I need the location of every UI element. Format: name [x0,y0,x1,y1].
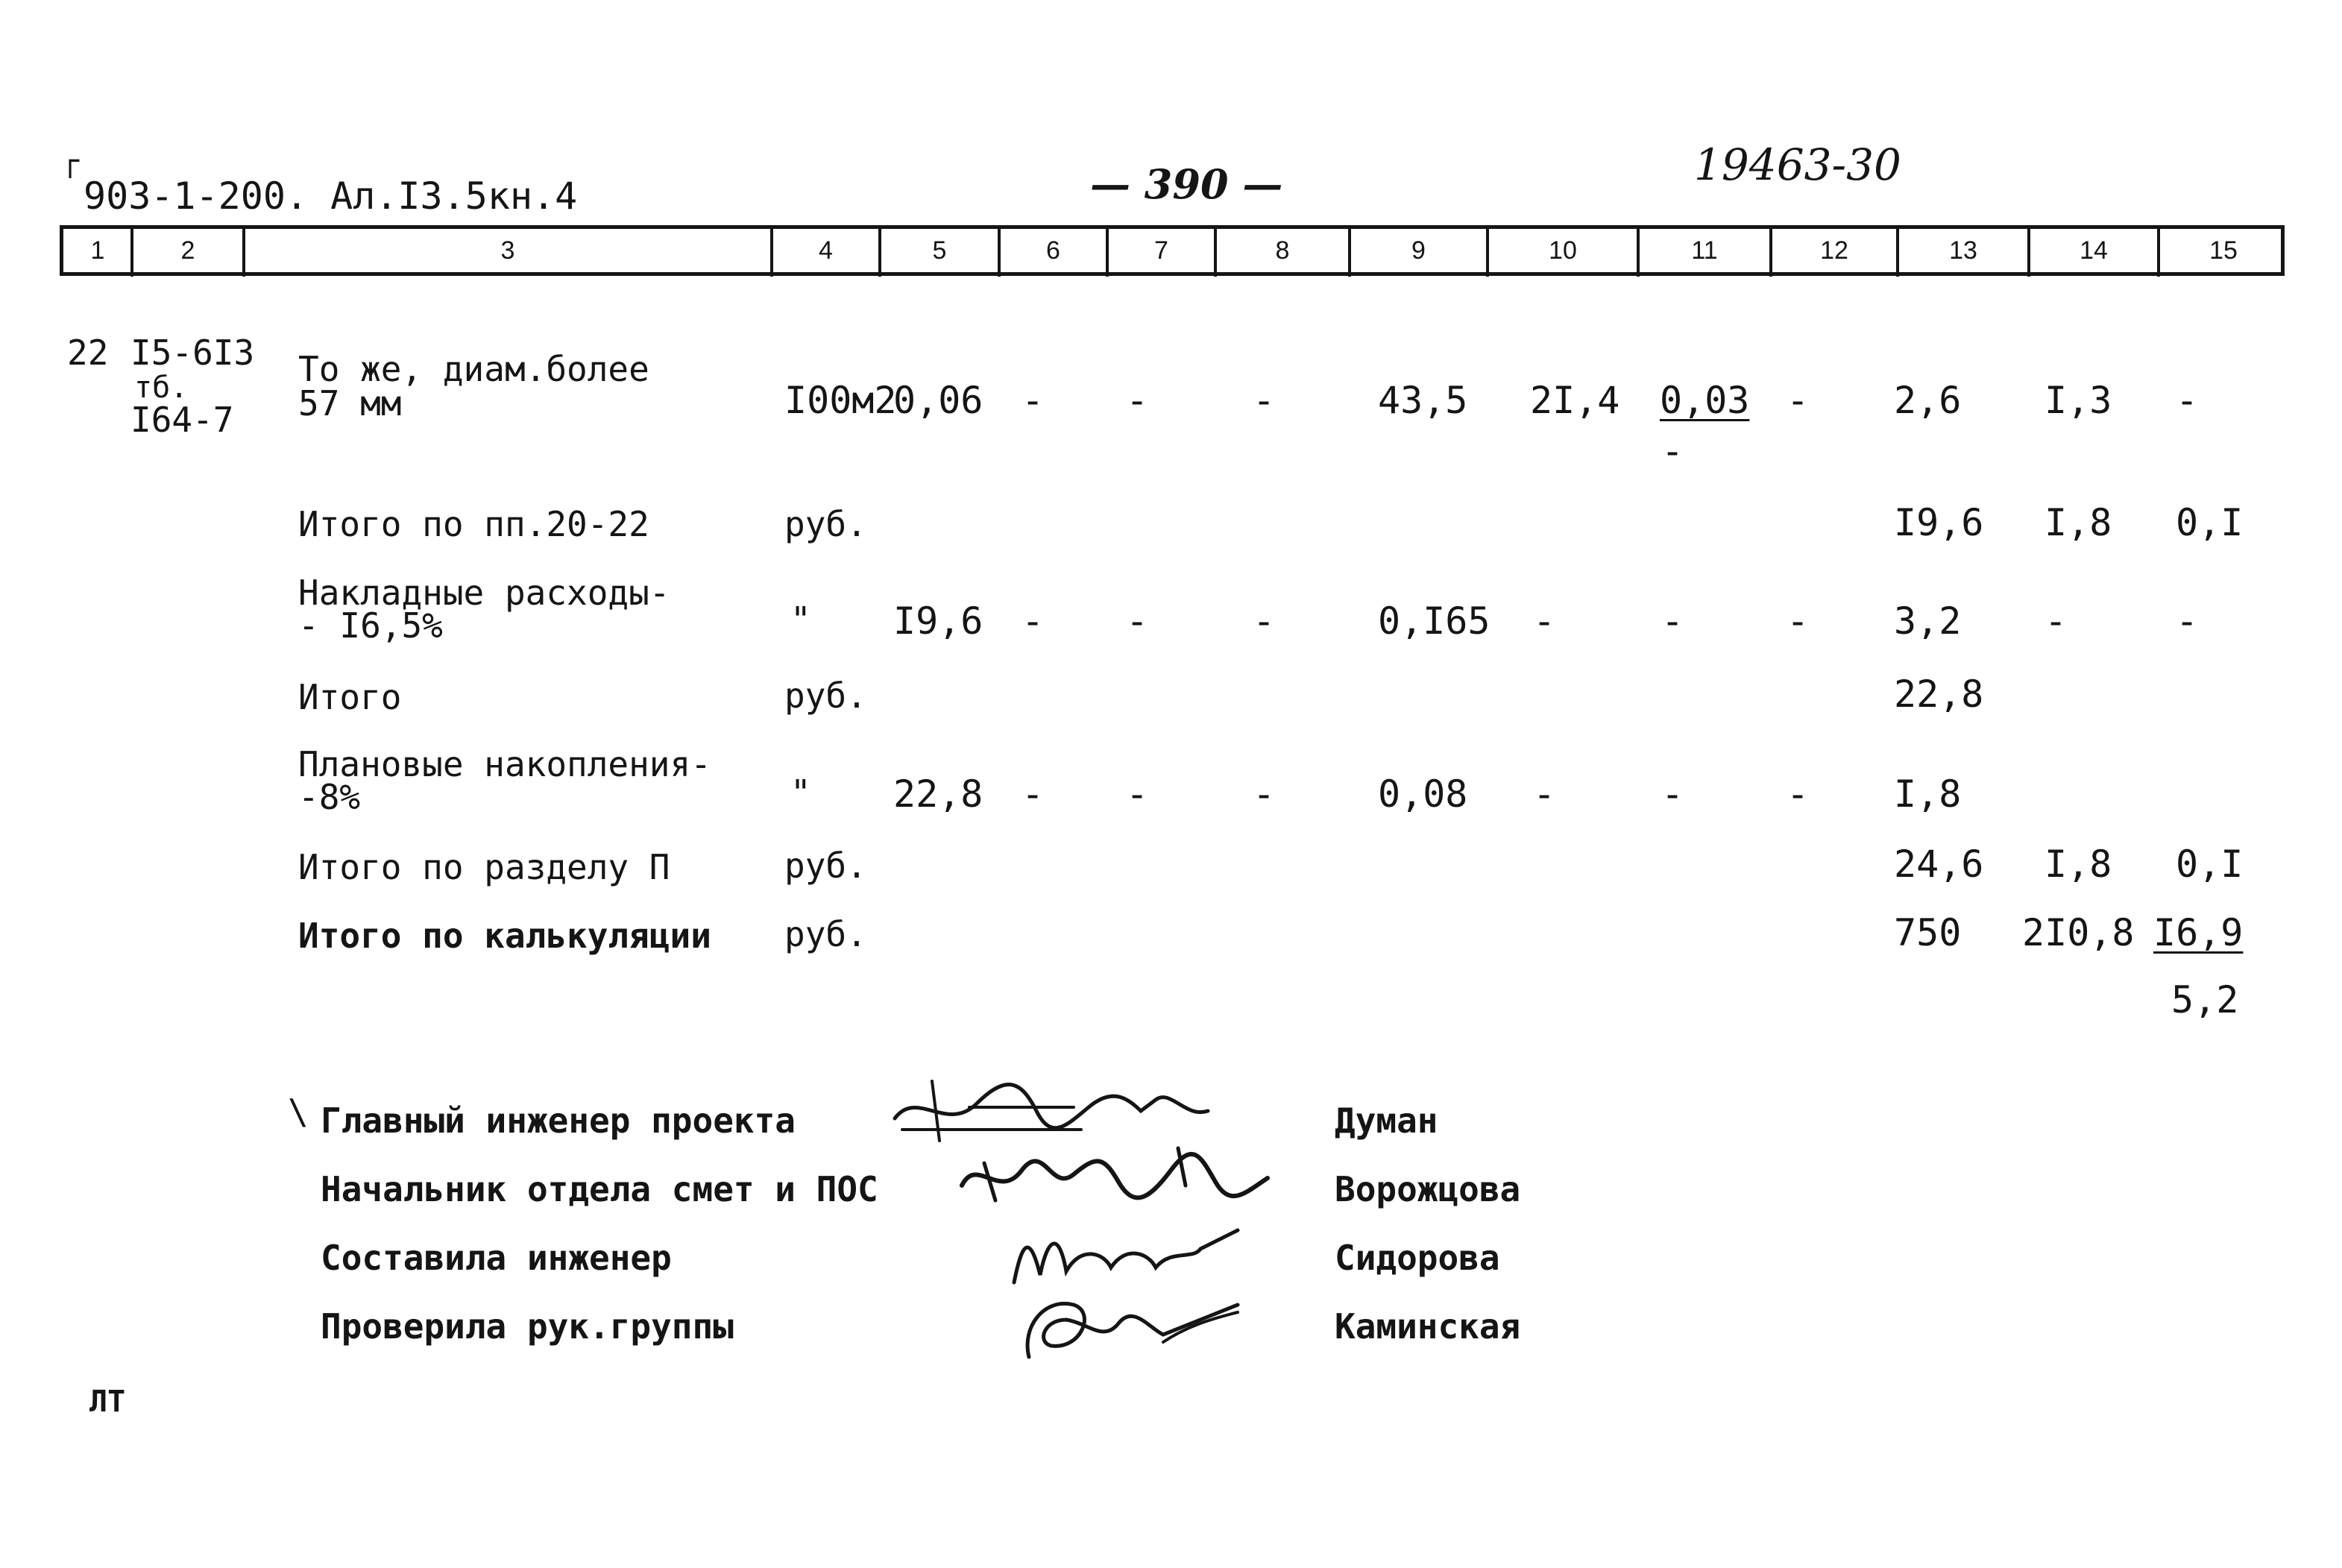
col10: 2I,4 [1530,379,1620,422]
overhead-unit: " [790,599,811,640]
col7: - [1126,379,1149,422]
col9: 43,5 [1378,379,1468,422]
overhead-col6: - [1022,599,1045,643]
overhead-col10: - [1533,599,1556,643]
signature-scribble-4 [1014,1282,1253,1364]
overhead-col13: 3,2 [1894,599,1962,643]
norm-code-table: тб. [134,371,189,405]
column-header-1: 1 [90,236,105,265]
column-header-6: 6 [1046,236,1060,265]
signature-scribble-2 [954,1141,1282,1215]
column-separator [1769,226,1772,277]
overhead-col15: - [2176,599,2199,643]
unit: I00м2 [784,379,897,422]
col11-below: - [1661,429,1684,473]
column-separator [878,226,881,277]
column-header-10: 10 [1549,236,1577,265]
section-total-col15: 0,I [2176,843,2244,886]
column-header-11: 11 [1691,236,1718,265]
column-separator [2157,226,2160,277]
signature-name: Сидорова [1335,1238,1500,1278]
column-separator [770,226,773,277]
norm-code: I5-6I3 [130,333,255,373]
overhead-col12: - [1787,599,1810,643]
signature-role: Начальник отдела смет и ПОС [321,1169,878,1209]
section-total-label: Итого по разделу П [298,847,670,887]
total-unit: руб. [784,676,867,716]
column-header-4: 4 [819,236,833,265]
column-header-14: 14 [2080,236,2108,265]
planned-col8: - [1253,772,1276,816]
col13: 2,6 [1894,379,1962,422]
signature-role: Главный инженер проекта [321,1101,796,1141]
col15: - [2176,379,2199,422]
column-header-15: 15 [2209,236,2238,265]
grand-total-col15: I6,9 [2153,911,2244,954]
grand-total-col13: 750 [1894,911,1962,954]
section-total-col14: I,8 [2044,843,2112,886]
column-separator [1486,226,1489,277]
planned-col9: 0,08 [1378,772,1468,816]
planned-col7: - [1126,772,1149,816]
column-header-7: 7 [1154,236,1168,265]
column-header-13: 13 [1949,236,1977,265]
signature-role: Проверила рук.группы [321,1306,734,1347]
signature-tick: \ [288,1092,309,1132]
grand-total-label: Итого по калькуляции [298,916,711,956]
col14: I,3 [2044,379,2112,422]
total-col13: 22,8 [1894,673,1984,716]
col6: - [1022,379,1045,422]
overhead-label-line1: Накладные расходы- [298,573,670,613]
overhead-label-line2: - I6,5% [298,605,443,646]
column-header-8: 8 [1275,236,1290,265]
subtotal-col15: 0,I [2176,501,2244,544]
column-header-2: 2 [180,236,195,265]
archive-number: 19463-30 [1694,139,1901,190]
planned-col10: - [1533,772,1556,816]
column-header-3: 3 [500,236,515,265]
overhead-col9: 0,I65 [1378,599,1490,643]
norm-code-ref: I64-7 [130,400,234,440]
planned-col5: 22,8 [893,772,983,816]
overhead-col5: I9,6 [893,599,983,643]
column-separator [998,226,1001,277]
overhead-col8: - [1253,599,1276,643]
subtotal-label: Итого по пп.20-22 [298,504,649,544]
footer-mark: ЛТ [89,1385,126,1419]
document-code: 903-1-200. Ал.I3.5кн.4 [84,174,578,218]
page-number: — 390 — [1090,160,1283,208]
total-label: Итого [298,677,402,717]
planned-col6: - [1022,772,1045,816]
column-separator [130,226,133,277]
column-separator [1214,226,1217,277]
col12: - [1787,379,1810,422]
signature-name: Каминская [1335,1306,1521,1347]
row-number: 22 [67,333,109,373]
column-separator [242,226,245,277]
planned-col12: - [1787,772,1810,816]
column-header-12: 12 [1820,236,1848,265]
column-separator [1637,226,1640,277]
col11: 0,03 [1660,379,1750,422]
planned-label-line1: Плановые накопления- [298,744,711,784]
grand-total-col14: 2I0,8 [2022,911,2135,954]
signature-role: Составила инженер [321,1238,672,1278]
col5: 0,06 [893,379,983,422]
subtotal-unit: руб. [784,504,867,544]
planned-col13: I,8 [1894,772,1962,816]
column-header-5: 5 [932,236,947,265]
section-total-col13: 24,6 [1894,843,1984,886]
overhead-col7: - [1126,599,1149,643]
signature-name: Думан [1335,1101,1438,1141]
planned-label-line2: -8% [298,777,361,817]
signature-scribble-1 [887,1066,1230,1148]
item-name-line1: То же, диам.более [298,349,649,389]
section-total-unit: руб. [784,846,867,886]
corner-mark: ┌ [61,144,80,178]
item-name-line2: 57 мм [298,383,402,424]
signature-name: Ворожцова [1335,1169,1521,1209]
column-separator [1896,226,1899,277]
overhead-col11: - [1661,599,1684,643]
subtotal-col13: I9,6 [1894,501,1984,544]
subtotal-col14: I,8 [2044,501,2112,544]
column-separator [1348,226,1351,277]
column-header-9: 9 [1411,236,1426,265]
planned-unit: " [790,772,811,813]
overhead-col14: - [2044,599,2068,643]
grand-total-unit: руб. [784,914,867,954]
planned-col11: - [1661,772,1684,816]
grand-total-col15-below: 5,2 [2171,978,2239,1021]
column-separator [2027,226,2030,277]
col8: - [1253,379,1276,422]
column-separator [1106,226,1109,277]
column-number-bar [60,225,2285,276]
